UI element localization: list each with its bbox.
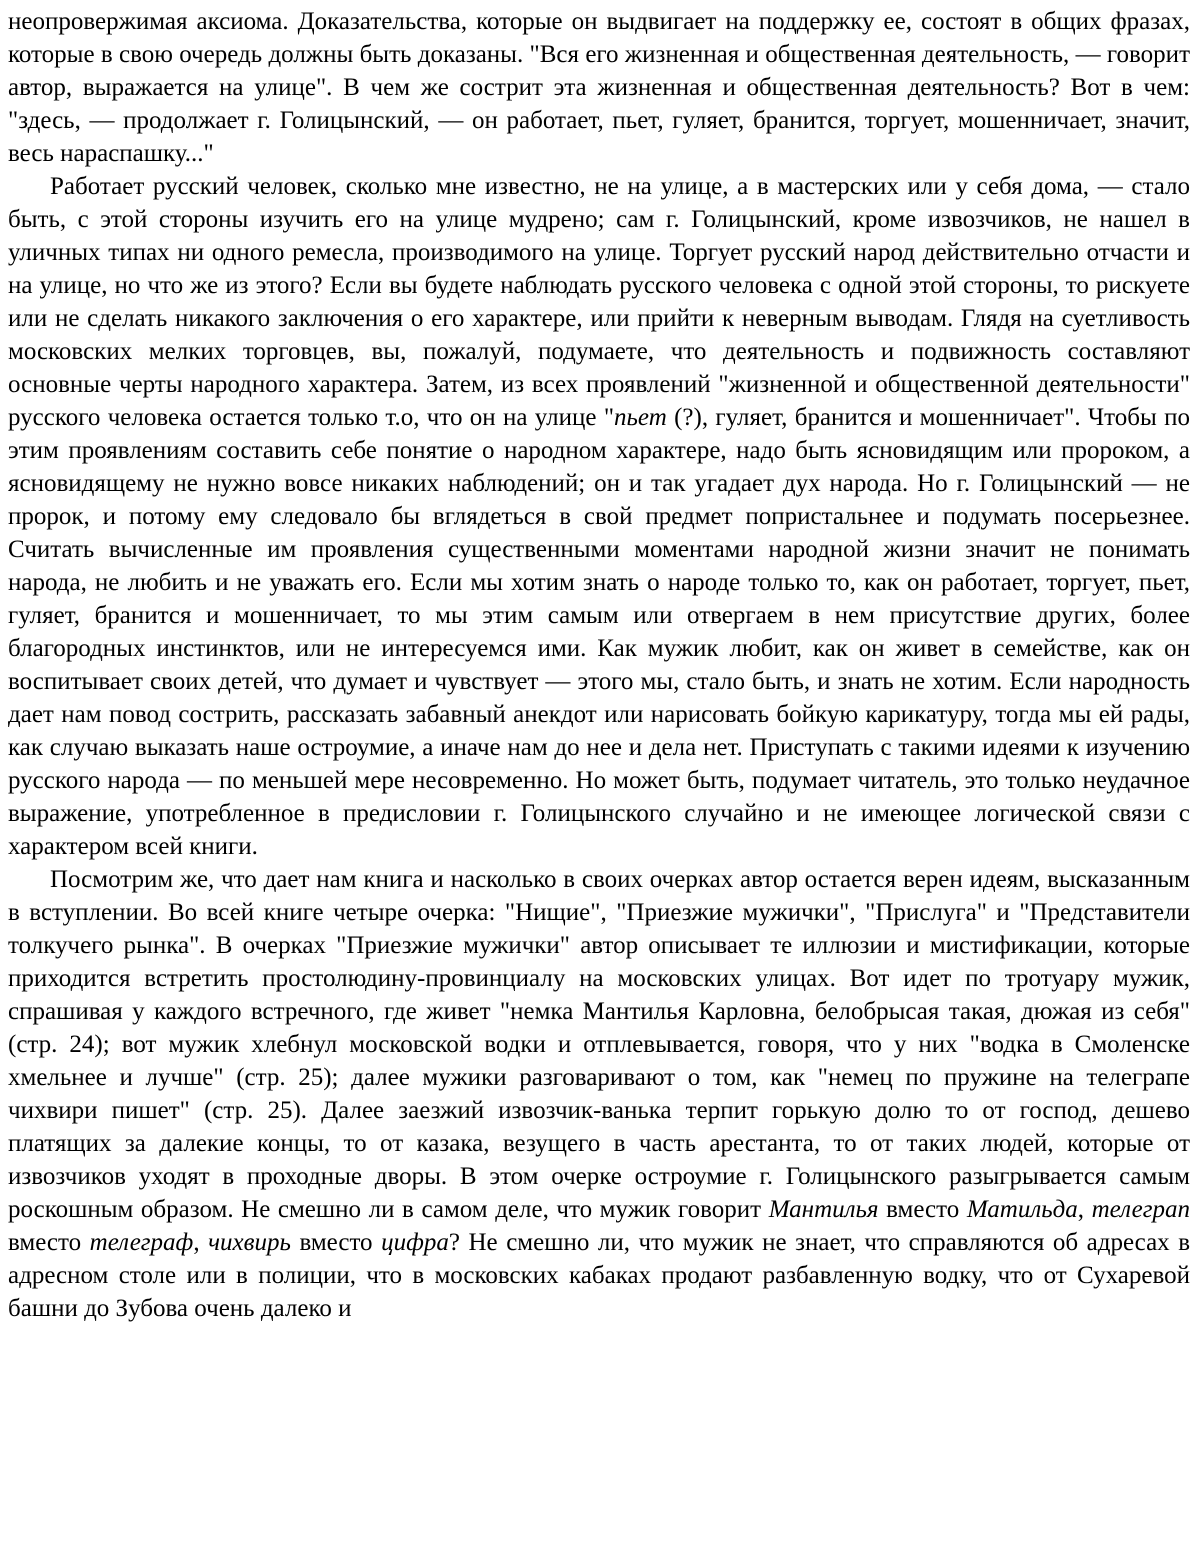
text-segment: , <box>1077 1196 1092 1223</box>
text-segment: Посмотрим же, что дает нам книга и насколько в своих очерках автор остается верен идеям, высказанным в вступлении. Во всей книге четыре очерка: "Нищие", "Приезжие мужички", "Прислуга" и "Представители толкучего рынка". В очерках "Приезжие мужички" автор описывает те иллюзии и мистификации, которые приходится встретить простолюдину-провинциалу на московских улицах. Вот идет по тротуару мужик, спрашивая у каждого встречного, где живет "немка Мантилья Карловна, белобрысая такая, дюжая из себя" (стр. 24); вот мужик хлебнул московской водки и отплевывается, говоря, что у них "водка в Смоленске хмельнее и лучше" (стр. 25); далее мужики разговаривают о том, как "немец по пружине на телеграпе чихвири пишет" (стр. 25). Далее заезжий извозчик-ванька терпит горькую долю то от господ, дешево платящих за далекие концы, то от казака, везущего в часть арестанта, то от таких людей, которые от извозчиков уходят в проходные дворы. В этом очерке остроумие г. Голицынского разыгрывается самым роскошным образом. Не смешно ли в самом деле, что мужик говорит <box>8 866 1190 1223</box>
text-segment: , <box>193 1229 209 1256</box>
paragraph <box>8 863 1190 1325</box>
italic-text-segment: чихвирь <box>208 1229 291 1256</box>
italic-text-segment: телеграф <box>89 1229 194 1256</box>
italic-text-segment: цифра <box>381 1229 449 1256</box>
italic-text-segment: пьет <box>614 404 667 431</box>
text-segment: вместо <box>8 1229 90 1256</box>
italic-text-segment: Мантилья <box>768 1196 879 1223</box>
italic-text-segment: телеграп <box>1091 1196 1191 1223</box>
italic-text-segment: Матильда <box>966 1196 1078 1223</box>
text-segment: ? Не смешно ли, что мужик не знает, что справляются об адресах в адресном столе или в полиции, что в московских кабаках продают разбавленную водку, что от Сухаревой башни до Зубова очень далеко и <box>8 1229 1191 1322</box>
text-segment: вместо <box>878 1196 967 1223</box>
text-segment: (?), гуляет, бранится и мошенничает". Чтобы по этим проявлениям составить себе понятие о народном характере, надо быть ясновидящим или пророком, а ясновидящему не нужно вовсе никаких наблюдений; он и так угадает дух народа. Но г. Голицынский — не пророк, и потому ему следовало бы вглядеться в свой предмет попристальнее и подумать посерьезнее. Считать вычисленные им проявления существенными моментами народной жизни значит не понимать народа, не любить и не уважать его. Если мы хотим знать о народе только то, как он работает, торгует, пьет, гуляет, бранится и мошенничает, то мы этим самым или отвергаем в нем присутствие других, более благородных инстинктов, или не интересуемся ими. Как мужик любит, как он живет в семействе, как он воспитывает своих детей, что думает и чувствует — этого мы, стало быть, и знать не хотим. Если народность дает нам повод сострить, рассказать забавный анекдот или нарисовать бойкую карикатуру, тогда мы ей рады, как случаю выказать наше остроумие, а иначе нам до нее и дела нет. Приступать с такими идеями к изучению русского народа — по меньшей мере несовременно. Но может быть, подумает читатель, это только неудачное выражение, употребленное в предисловии г. Голицынского случайно и не имеющее логической связи с характером всей книги. <box>8 404 1190 860</box>
page-text <box>8 5 1190 1325</box>
paragraph <box>8 170 1190 863</box>
text-segment: вместо <box>290 1229 382 1256</box>
text-segment: Работает русский человек, сколько мне известно, не на улице, а в мастерских или у себя дома, — стало быть, с этой стороны изучить его на улице мудрено; сам г. Голицынский, кроме извозчиков, не нашел в уличных типах ни одного ремесла, производимого на улице. Торгует русский народ действительно отчасти и на улице, но что же из этого? Если вы будете наблюдать русского человека с одной этой стороны, то рискуете или не сделать никакого заключения о его характере, или прийти к неверным выводам. Глядя на суетливость московских мелких торговцев, вы, пожалуй, подумаете, что деятельность и подвижность составляют основные черты народного характера. Затем, из всех проявлений "жизненной и общественной деятельности" русского человека остается только т.о, что он на улице " <box>8 173 1190 431</box>
paragraph <box>8 5 1190 170</box>
text-segment: неопровержимая аксиома. Доказательства, которые он выдвигает на поддержку ее, состоят в общих фразах, которые в свою очередь должны быть доказаны. "Вся его жизненная и общественная деятельность, — говорит автор, выражается на улице". В чем же сострит эта жизненная и общественная деятельность? Вот в чем: "здесь, — продолжает г. Голицынский, — он работает, пьет, гуляет, бранится, торгует, мошенничает, значит, весь нараспашку..." <box>8 8 1190 167</box>
